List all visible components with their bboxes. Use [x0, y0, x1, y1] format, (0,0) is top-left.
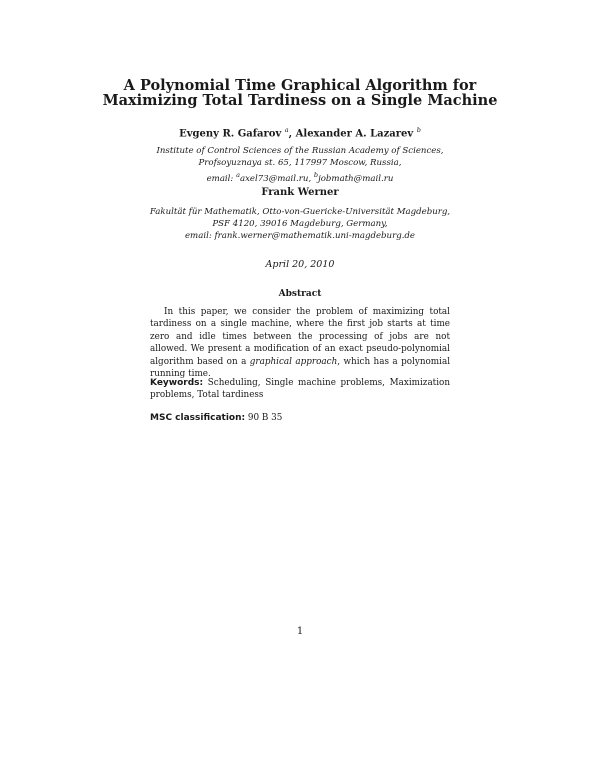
affiliation-magdeburg	[0, 206, 600, 242]
abstract-body	[150, 306, 450, 380]
affiliation-moscow-line-1: Institute of Control Sciences of the Russian Academy of Sciences,	[156, 146, 444, 156]
abstract-heading: Abstract	[278, 289, 322, 299]
affiliation-magdeburg-email[interactable]: email: frank.werner@mathematik.uni-magdeburg.de	[184, 231, 416, 241]
abstract-text-1: In this paper, we consider the problem of maximizing total tardiness on a single machine, where the first job starts at time zero and idle times between the processing of jobs are not allowed. We present a modification of an exact pseudo-polynomial algorithm based on a	[150, 307, 450, 367]
msc-label: MSC classification:	[150, 413, 246, 423]
email-lazarev[interactable]: jobmath@mail.ru	[318, 173, 394, 184]
keywords	[150, 377, 450, 402]
keywords-label: Keywords:	[150, 378, 204, 388]
author-lazarev: Alexander A. Lazarev	[295, 128, 414, 140]
page-number: 1	[296, 626, 304, 637]
affiliation-magdeburg-line-1: Fakultät für Mathematik, Otto-von-Guericke-Universität Magdeburg,	[149, 207, 451, 217]
affiliation-moscow-line-2: Profsoyuznaya st. 65, 117997 Moscow, Russia,	[198, 158, 402, 168]
keywords-text: Scheduling, Single machine problems, Maximization problems, Total tardiness	[150, 378, 450, 401]
email-a-sup: a	[236, 171, 240, 179]
author-lazarev-sup: b	[416, 126, 421, 134]
msc-text: 90 B 35	[245, 413, 283, 423]
email-gafarov[interactable]: axel73@mail.ru	[239, 173, 309, 184]
msc-classification	[150, 412, 450, 424]
author-gafarov-sup: a	[284, 126, 289, 134]
author-werner: Frank Werner	[261, 187, 339, 198]
paper-title	[0, 78, 600, 108]
author-list	[0, 126, 600, 139]
title-line-2: Maximizing Total Tardiness on a Single Machine	[102, 92, 498, 109]
email-b-sup: b	[313, 171, 319, 179]
abstract-emphasis: graphical approach	[249, 356, 338, 367]
author-gafarov: Evgeny R. Gafarov	[179, 128, 282, 140]
email-separator: ,	[308, 173, 314, 184]
author-separator: ,	[288, 128, 296, 140]
paper-date: April 20, 2010	[265, 259, 335, 270]
abstract-text-2: , which has a polynomial running time.	[150, 356, 451, 380]
affiliation-moscow-email	[0, 169, 600, 185]
email-prefix: email:	[206, 173, 237, 184]
affiliation-magdeburg-line-2: PSF 4120, 39016 Magdeburg, Germany,	[212, 219, 388, 229]
title-line-1: A Polynomial Time Graphical Algorithm for	[123, 77, 477, 94]
affiliation-moscow	[0, 145, 600, 185]
